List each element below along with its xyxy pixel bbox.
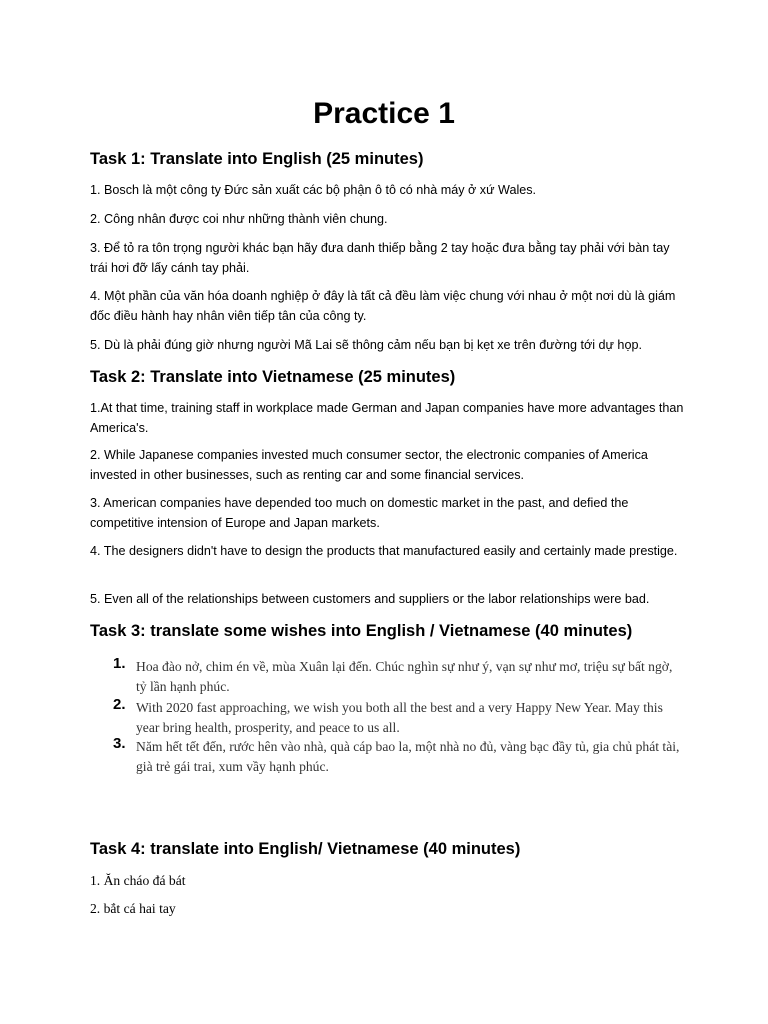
task3-heading: Task 3: translate some wishes into English / Vietnamese (40 minutes) (90, 622, 633, 640)
task1-item-3: 3. Để tỏ ra tôn trọng người khác bạn hãy đưa danh thiếp bằng 2 tay hoặc đưa bằng tay phải với bàn tay trái hơi đỡ lấy cánh tay phải. (90, 241, 670, 275)
task2-item-4: 4. The designers didn't have to design the products that manufactured easily and certainly made prestige. (90, 544, 678, 558)
wish-item-2 (113, 698, 683, 737)
task2-item-5: 5. Even all of the relationships between customers and suppliers or the labor relationships were bad. (90, 592, 650, 606)
task2-item-1: 1.At that time, training staff in workplace made German and Japan companies have more advantages than America's. (90, 401, 684, 435)
task2-item-3: 3. American companies have depended too much on domestic market in the past, and defied the competitive intension of Europe and Japan markets. (90, 496, 629, 530)
wish-text: Hoa đào nở, chim én về, mùa Xuân lại đến. Chúc nghìn sự như ý, vạn sự như mơ, triệu sự bất ngờ, tỷ lần hạnh phúc. (136, 659, 673, 694)
task2-heading: Task 2: Translate into Vietnamese (25 minutes) (90, 368, 456, 386)
wish-item-3 (113, 737, 683, 776)
task1-item-4: 4. Một phần của văn hóa doanh nghiệp ở đây là tất cả đều làm việc chung với nhau ở một nơi dù là giám đốc điều hành hay nhân viên tiếp tân của công ty. (90, 289, 676, 323)
task4-item-1: 1. Ăn cháo đá bát (90, 873, 186, 888)
page-title: Practice 1 (313, 97, 455, 130)
task1-item-5: 5. Dù là phải đúng giờ nhưng người Mã Lai sẽ thông cảm nếu bạn bị kẹt xe trên đường tới dự họp. (90, 338, 642, 352)
task1-item-1: 1. Bosch là một công ty Đức sản xuất các bộ phận ô tô có nhà máy ở xứ Wales. (90, 183, 537, 197)
task1-item-2: 2. Công nhân được coi như những thành viên chung. (90, 212, 388, 226)
wish-item-1 (113, 657, 683, 696)
task1-heading: Task 1: Translate into English (25 minutes) (90, 150, 424, 168)
task4-item-2: 2. bắt cá hai tay (90, 901, 176, 916)
wish-number: 3. (113, 735, 126, 752)
wish-text: With 2020 fast approaching, we wish you both all the best and a very Happy New Year. May this year bring health, prosperity, and peace to us all. (136, 700, 663, 735)
wish-number: 2. (113, 696, 126, 713)
task4-heading: Task 4: translate into English/ Vietnamese (40 minutes) (90, 840, 521, 858)
task2-item-2: 2. While Japanese companies invested much consumer sector, the electronic companies of America invested in other businesses, such as renting car and some financial services. (90, 448, 648, 482)
wish-text: Năm hết tết đến, rước hên vào nhà, quà cáp bao la, một nhà no đủ, vàng bạc đầy tủ, gia chủ phát tài, già trẻ gái trai, xum vầy hạnh phúc. (136, 739, 680, 774)
wish-number: 1. (113, 655, 126, 672)
